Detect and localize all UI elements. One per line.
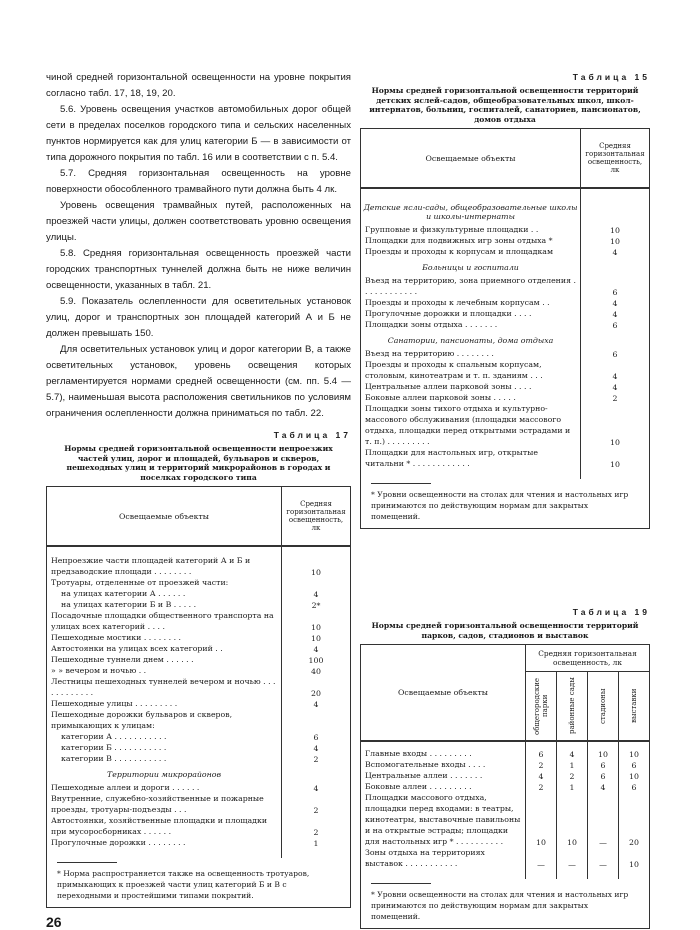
row-value: 10 bbox=[526, 792, 557, 847]
row-label: Пешеходные дорожки бульваров и скверов, примыкающих к улицам: bbox=[51, 710, 233, 730]
row-label: Площадки массового отдыха, площадки перед входами: в театры, кинотеатры, выставочные павильоны и на открытые эстрады; площадки для настольных игр * . . . . . . . . . . bbox=[365, 793, 521, 846]
row-value: 10 bbox=[581, 235, 650, 246]
table-row bbox=[361, 381, 649, 392]
footnote: * Уровни освещенности на столах для чтения и настольных игр принимаются по действующим нормам для закрытых помещений. bbox=[361, 479, 649, 528]
footnote: * Уровни освещенности на столах для чтения и настольных игр принимаются по действующим нормам для закрытых помещений. bbox=[361, 879, 649, 928]
left-column bbox=[46, 70, 351, 930]
table17-label: Таблица 17 bbox=[273, 430, 351, 440]
row-value: 10 bbox=[282, 610, 351, 632]
row-value: 6 bbox=[619, 759, 650, 770]
column-header bbox=[588, 672, 619, 742]
spacer-row bbox=[361, 469, 649, 479]
row-value: — bbox=[526, 847, 557, 869]
row-value: 10 bbox=[588, 748, 619, 759]
column-gap bbox=[360, 529, 650, 599]
row-value: 2 bbox=[282, 753, 351, 764]
row-label: Пешеходные аллеи и дороги . . . . . . bbox=[51, 783, 200, 792]
header-row bbox=[47, 487, 350, 546]
row-value: 40 bbox=[282, 665, 351, 676]
header-objects: Освещаемые объекты bbox=[47, 487, 282, 546]
table-row bbox=[361, 246, 649, 257]
table-row bbox=[47, 837, 350, 848]
table-row bbox=[47, 588, 350, 599]
row-label: на улицах категории Б и В . . . . . bbox=[61, 600, 197, 609]
row-label: Площадки для настольных игр, открытые читальни * . . . . . . . . . . . . bbox=[365, 448, 538, 468]
header-row bbox=[361, 645, 649, 672]
table19-grid bbox=[361, 645, 649, 879]
row-value: 4 bbox=[581, 381, 650, 392]
row-label: Пешеходные туннели днем . . . . . . bbox=[51, 655, 194, 664]
table-row bbox=[361, 770, 649, 781]
row-value: 4 bbox=[526, 770, 557, 781]
section-row bbox=[361, 197, 649, 224]
row-value bbox=[282, 709, 351, 731]
row-label: Пешеходные мостики . . . . . . . . bbox=[51, 633, 182, 642]
row-value: 1 bbox=[557, 759, 588, 770]
table15-label: Таблица 15 bbox=[572, 72, 650, 82]
row-label: Вспомогательные входы . . . . bbox=[365, 760, 486, 769]
row-label: Посадочные площадки общественного транспорта на улицах всех категорий . . . . bbox=[51, 611, 274, 631]
empty-cell bbox=[581, 330, 650, 348]
row-label: Площадки зоны тихого отдыха и культурно-массового обслуживания (площадки массового отдыха, площадки перед открытыми эстрадами и т. п.) . . . . . . . . . bbox=[365, 404, 571, 446]
row-label: Въезд на территорию, зона приемного отделения . . . . . . . . . . . . bbox=[365, 276, 576, 296]
table19-label: Таблица 19 bbox=[572, 607, 650, 617]
table-row bbox=[47, 698, 350, 709]
row-value: 10 bbox=[581, 447, 650, 469]
row-value: — bbox=[588, 847, 619, 869]
table17 bbox=[46, 486, 351, 908]
row-value: 10 bbox=[619, 847, 650, 869]
row-label: Площадки для подвижных игр зоны отдыха * bbox=[365, 236, 553, 245]
section-row bbox=[47, 764, 350, 782]
row-value: — bbox=[557, 847, 588, 869]
table-row bbox=[361, 792, 649, 847]
row-label: Пешеходные улицы . . . . . . . . . bbox=[51, 699, 178, 708]
row-value: 20 bbox=[619, 792, 650, 847]
row-value: 6 bbox=[581, 348, 650, 359]
table17-caption: Нормы средней горизонтальной освещенности непроезжих частей улиц, дорог и площадей, бульваров и скверов, пешеходных улиц и территорий микрорайонов в городах и поселках городского типа bbox=[64, 444, 333, 482]
row-value: 4 bbox=[282, 742, 351, 753]
row-value: 2 bbox=[581, 392, 650, 403]
column-header-text: общегородские парки bbox=[533, 677, 549, 735]
row-label: Центральные аллеи парковой зоны . . . . bbox=[365, 382, 532, 391]
row-label: Главные входы . . . . . . . . . bbox=[365, 749, 472, 758]
row-label: » » вечером и ночью . . bbox=[51, 666, 147, 675]
row-label: Площадки зоны отдыха . . . . . . . bbox=[365, 320, 498, 329]
row-label: Центральные аллеи . . . . . . . bbox=[365, 771, 483, 780]
row-value: 10 bbox=[581, 403, 650, 447]
column-header bbox=[526, 672, 557, 742]
table-row bbox=[361, 781, 649, 792]
table-row bbox=[361, 224, 649, 235]
spacer-row bbox=[47, 848, 350, 858]
section-title: Территории микрорайонов bbox=[107, 770, 221, 779]
row-value: 2 bbox=[282, 793, 351, 815]
table-row bbox=[47, 643, 350, 654]
row-value: 2 bbox=[282, 815, 351, 837]
table-row bbox=[361, 748, 649, 759]
table-row bbox=[361, 403, 649, 447]
paragraph: 5.9. Показатель ослепленности для осветительных установок улиц, дорог и транспортных зон площадей категорий А и Б не должен превышать 150. bbox=[46, 296, 351, 339]
row-label: Внутренние, служебно-хозяйственные и пожарные проезды, тротуары-подъезды . . . bbox=[51, 794, 264, 814]
column-header bbox=[557, 672, 588, 742]
table-row bbox=[361, 235, 649, 246]
row-label: Зоны отдыха на территориях выставок . . . . . . . . . . . bbox=[365, 848, 485, 868]
table19 bbox=[360, 644, 650, 929]
table-row bbox=[361, 348, 649, 359]
table15-caption: Нормы средней горизонтальной освещенности территорий детских яслей-садов, общеобразовательных школ, школ-интернатов, больниц, госпиталей, санаториев, пансионатов, домов отдыха bbox=[369, 86, 641, 124]
empty-cell bbox=[581, 257, 650, 275]
row-value: 2 bbox=[526, 759, 557, 770]
row-value: 4 bbox=[282, 782, 351, 793]
row-value: 100 bbox=[282, 654, 351, 665]
row-value: 10 bbox=[581, 224, 650, 235]
row-value: 6 bbox=[581, 275, 650, 297]
row-label: Проезды и проходы к корпусам и площадкам bbox=[365, 247, 554, 256]
row-label: Боковые аллеи . . . . . . . . . bbox=[365, 782, 472, 791]
spacer-row bbox=[361, 188, 649, 197]
row-value: 10 bbox=[282, 555, 351, 577]
row-value: 4 bbox=[282, 588, 351, 599]
table-row bbox=[361, 308, 649, 319]
table-row bbox=[361, 447, 649, 469]
row-label: Боковые аллеи парковой зоны . . . . . bbox=[365, 393, 516, 402]
right-column bbox=[360, 72, 650, 929]
row-value: 1 bbox=[282, 837, 351, 848]
spacer-row bbox=[361, 741, 649, 748]
table-row bbox=[361, 359, 649, 381]
header-objects: Освещаемые объекты bbox=[361, 129, 581, 188]
page-number: 26 bbox=[46, 914, 62, 930]
table-row bbox=[47, 782, 350, 793]
paragraph: 5.7. Средняя горизонтальная освещенность на уровне поверхности обособленного трамвайного пути должна быть 4 лк. bbox=[46, 168, 351, 195]
header-illuminance-group: Средняя горизонтальная освещенность, лк bbox=[526, 645, 650, 672]
table-row bbox=[47, 676, 350, 698]
header-objects: Освещаемые объекты bbox=[361, 645, 526, 741]
footnote: * Норма распространяется также на освещенность тротуаров, примыкающих к проезжей части улиц категорий Б и В с переходными и простейшими типами покрытий. bbox=[47, 858, 350, 907]
table-row bbox=[47, 599, 350, 610]
row-label: Прогулочные дорожки и площадки . . . . bbox=[365, 309, 532, 318]
paragraph: чиной средней горизонтальной освещенности на уровне покрытия согласно табл. 17, 18, 19, 20. bbox=[46, 72, 351, 99]
row-label: Проезды и проходы к спальным корпусам, столовым, кинотеатрам и т. п. зданиям . . . bbox=[365, 360, 543, 380]
table-row bbox=[47, 577, 350, 588]
row-value: 4 bbox=[282, 698, 351, 709]
empty-cell bbox=[282, 764, 351, 782]
spacer-row bbox=[47, 546, 350, 555]
row-value: 4 bbox=[588, 781, 619, 792]
row-value: 6 bbox=[526, 748, 557, 759]
column-header-text: выставки bbox=[630, 688, 638, 724]
table-row bbox=[47, 555, 350, 577]
row-label: категории Б . . . . . . . . . . . bbox=[61, 743, 167, 752]
row-value: 2* bbox=[282, 599, 351, 610]
column-header bbox=[619, 672, 650, 742]
body-text bbox=[46, 70, 351, 422]
table19-caption: Нормы средней горизонтальной освещенности территорий парков, садов, стадионов и выставок bbox=[371, 621, 639, 640]
column-header-text: районные сады bbox=[568, 677, 576, 735]
table17-grid bbox=[47, 487, 350, 858]
table-row bbox=[47, 665, 350, 676]
row-value: 10 bbox=[557, 792, 588, 847]
paragraph: Уровень освещения трамвайных путей, расположенных на проезжей части улицы, должен соответствовать уровню освещения улицы. bbox=[46, 200, 351, 243]
table-row bbox=[361, 847, 649, 869]
table15-grid bbox=[361, 129, 649, 479]
table-row bbox=[361, 297, 649, 308]
table-row bbox=[361, 759, 649, 770]
table-row bbox=[361, 392, 649, 403]
row-value: 4 bbox=[581, 297, 650, 308]
row-label: Прогулочные дорожки . . . . . . . . bbox=[51, 838, 186, 847]
row-value: 6 bbox=[282, 731, 351, 742]
table-row bbox=[47, 709, 350, 731]
spacer-row bbox=[361, 869, 649, 879]
row-value: 6 bbox=[581, 319, 650, 330]
row-value: 10 bbox=[619, 770, 650, 781]
table-row bbox=[47, 753, 350, 764]
row-label: Групповые и физкультурные площадки . . bbox=[365, 225, 539, 234]
table-row bbox=[47, 610, 350, 632]
row-value: 4 bbox=[581, 246, 650, 257]
row-label: на улицах категории А . . . . . . bbox=[61, 589, 186, 598]
row-value: 1 bbox=[557, 781, 588, 792]
row-value: 2 bbox=[557, 770, 588, 781]
row-value: 10 bbox=[282, 632, 351, 643]
table-row bbox=[47, 632, 350, 643]
row-label: Непроезжие части площадей категорий А и Б и предзаводские площади . . . . . . . . bbox=[51, 556, 251, 576]
table-row bbox=[361, 275, 649, 297]
row-label: Автостоянки на улицах всех категорий . . bbox=[51, 644, 223, 653]
header-row bbox=[361, 129, 649, 188]
section-title: Больницы и госпитали bbox=[422, 263, 519, 272]
table-row bbox=[47, 793, 350, 815]
row-value: 4 bbox=[557, 748, 588, 759]
row-label: Тротуары, отделенные от проезжей части: bbox=[51, 578, 229, 587]
row-label: Автостоянки, хозяйственные площадки и площадки при мусоросборниках . . . . . . bbox=[51, 816, 268, 836]
table15 bbox=[360, 128, 650, 529]
row-value: 6 bbox=[588, 759, 619, 770]
row-value: 6 bbox=[619, 781, 650, 792]
row-value: 20 bbox=[282, 676, 351, 698]
row-value bbox=[282, 577, 351, 588]
row-value: 10 bbox=[619, 748, 650, 759]
row-value: 4 bbox=[282, 643, 351, 654]
row-value: 2 bbox=[526, 781, 557, 792]
row-value: 4 bbox=[581, 359, 650, 381]
header-illuminance: Средняя горизонтальная освещенность, лк bbox=[282, 487, 351, 546]
row-value: — bbox=[588, 792, 619, 847]
row-value: 4 bbox=[581, 308, 650, 319]
section-row bbox=[361, 330, 649, 348]
table-row bbox=[47, 815, 350, 837]
table-row bbox=[47, 742, 350, 753]
row-label: категории А . . . . . . . . . . . bbox=[61, 732, 167, 741]
section-title: Санатории, пансионаты, дома отдыха bbox=[387, 336, 554, 345]
empty-cell bbox=[581, 197, 650, 224]
row-label: Лестницы пешеходных туннелей вечером и ночью . . . . . . . . . . . . bbox=[51, 677, 276, 697]
table-row bbox=[361, 319, 649, 330]
section-title: Детские ясли-сады, общеобразовательные школы и школы-интернаты bbox=[363, 203, 578, 221]
table-row bbox=[47, 731, 350, 742]
paragraph: 5.8. Средняя горизонтальная освещенность проезжей части городских транспортных туннелей должна быть не ниже величин освещенности, указанных в табл. 21. bbox=[46, 248, 351, 291]
row-label: категории В . . . . . . . . . . . bbox=[61, 754, 167, 763]
section-row bbox=[361, 257, 649, 275]
row-label: Въезд на территорию . . . . . . . . bbox=[365, 349, 494, 358]
column-header-text: стадионы bbox=[599, 688, 607, 724]
header-illuminance: Средняя горизонтальная освещенность, лк bbox=[581, 129, 650, 188]
row-value: 6 bbox=[588, 770, 619, 781]
paragraph: 5.6. Уровень освещения участков автомобильных дорог общей сети в пределах поселков городского типа и сельских населенных пунктов нормируется как для улиц категории Б — в зависимости от типа дорожного покрытия по табл. 16 или в соответствии с п. 5.4. bbox=[46, 104, 351, 163]
row-label: Проезды и проходы к лечебным корпусам . . bbox=[365, 298, 550, 307]
paragraph: Для осветительных установок улиц и дорог категории В, а также осветительных установок, уровень освещения которых регламентируется нормами средней освещенности (см. пп. 5.4 — 5.7), наименьшая высота расположения светильников по условиям ограничения ослепленности должна приниматься по табл. 22. bbox=[46, 344, 351, 419]
table-row bbox=[47, 654, 350, 665]
